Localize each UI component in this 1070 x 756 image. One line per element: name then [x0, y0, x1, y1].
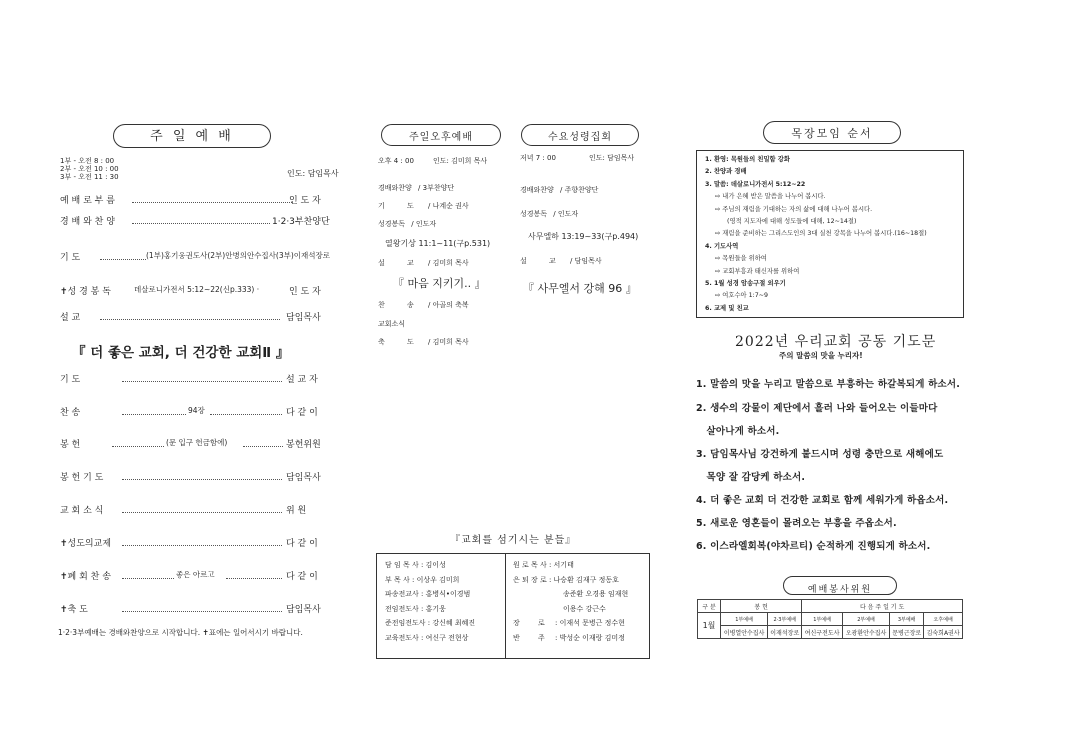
afternoon-row [378, 337, 469, 347]
afternoon-sermon: 『 마음 지키기.. 』 [393, 277, 486, 290]
row-label: 설 교 [378, 259, 424, 267]
service-title: 예배봉사위원 [807, 585, 873, 595]
wednesday-row [520, 209, 578, 219]
sunday-sermon-title: 『 더 좋은 교회, 더 건강한 교회Ⅱ 』 [72, 345, 290, 361]
order-value: 인 도 자 [289, 196, 321, 206]
row-label: 성경봉독 [520, 210, 548, 218]
table-subhead: 3부예배 [890, 613, 924, 626]
table-cell: 오광환안수집사 [842, 626, 889, 639]
order-label: 기 도 [60, 253, 81, 263]
prayer-line: 목양 잘 감당케 하소서. [696, 472, 806, 483]
staff-right [513, 558, 628, 645]
staff-item: 교육전도사 : 여신구 전현상 [385, 633, 469, 642]
wednesday-scripture: 사무엘하 13:19~33(구p.494) [528, 232, 639, 241]
order-label: 예 배 로 부 름 [60, 196, 115, 206]
shepherd-title: 목장모임 순서 [791, 127, 873, 140]
prayer-line: 살아나게 하소서. [696, 426, 780, 437]
service-title-box [783, 576, 897, 595]
afternoon-row [378, 300, 469, 310]
service-times [60, 157, 119, 181]
order-value: 담임목사 [286, 605, 321, 615]
table-row [698, 613, 963, 626]
order-label: 봉 헌 [60, 440, 81, 450]
wednesday-row [520, 185, 598, 195]
prayer-line: 5. 새로운 영혼들이 몰려오는 부흥을 주옵소서. [696, 518, 897, 529]
shepherd-line: ⇨ 내가 은혜 받은 말씀을 나누어 봅시다. [715, 193, 826, 201]
row-value: / 김미희 목사 [427, 259, 469, 267]
order-label: 경 배 와 찬 양 [60, 217, 115, 227]
prayer-line: 1. 말씀의 맛을 누리고 말씀으로 부흥하는 하갈복되게 하소서. [696, 379, 961, 390]
afternoon-title: 주일오후예배 [409, 132, 473, 143]
order-value: 담임목사 [286, 473, 321, 483]
row-value: / 인도자 [553, 210, 579, 218]
order-middle: 데살로니가전서 5:12~22(신p.333) · [134, 285, 260, 294]
afternoon-row [378, 258, 469, 268]
staff-item: 이용수 강근수 [563, 604, 606, 613]
shepherd-line: ⇨ 목원들을 위하여 [715, 255, 767, 263]
table-row [698, 600, 963, 613]
wednesday-time: 저녁 7 : 00 [520, 154, 556, 162]
order-value: 다 같 이 [286, 539, 318, 549]
order-label: ✝성 경 봉 독 [60, 287, 111, 297]
row-label: 설 교 [520, 257, 566, 265]
order-label: ✝폐 회 찬 송 [60, 572, 111, 582]
wednesday-title-box [521, 124, 639, 146]
shepherd-line: ⇨ 재림을 준비하는 그리스도인의 3대 실천 강목을 나누어 봅시다.(16~18절) [715, 230, 927, 238]
sunday-footnote: 1·2·3부예배는 경배와찬양으로 시작합니다. ✝표에는 일어서시기 바랍니다. [58, 628, 303, 637]
row-value: / 담임목사 [569, 257, 602, 265]
row-label: 경배와찬양 [520, 186, 554, 194]
prayer-line: 3. 담임목사님 강건하게 붙드시며 성령 충만으로 새해에도 [696, 449, 944, 460]
afternoon-leader: 인도: 김미희 목사 [433, 157, 488, 165]
row-label: 성경봉독 [378, 220, 406, 228]
shepherd-line: 4. 기도사역 [705, 242, 739, 250]
shepherd-line: 2. 찬양과 경배 [705, 168, 747, 176]
time-2: 2부 - 오전 10 : 00 [60, 165, 119, 173]
order-label: 봉 헌 기 도 [60, 473, 104, 483]
order-value: 위 원 [286, 506, 307, 516]
time-1: 1부 - 오전 8 : 00 [60, 157, 115, 165]
shepherd-line: 1. 환영: 목원들의 친밀함 강화 [705, 156, 790, 163]
afternoon-row [378, 219, 436, 229]
table-cell: 이재석장로 [768, 626, 802, 639]
shepherd-box [696, 150, 964, 318]
staff-item: 준전임전도사 : 강신혜 최혜진 [385, 619, 476, 627]
order-middle: (1부)홍기웅권도사(2부)안병의안수집사(3부)이재석장로 [146, 251, 331, 260]
sunday-leader: 인도: 담임목사 [287, 169, 339, 178]
sunday-title-box [113, 124, 271, 148]
staff-item: 은 퇴 장 로 : 나승환 김재구 정동호 [513, 575, 619, 584]
staff-item: 반 주 : 박성순 이재랑 김미정 [513, 633, 625, 642]
afternoon-row [378, 201, 469, 211]
afternoon-time: 오후 4 : 00 [378, 157, 414, 165]
row-value: / 3부찬양단 [418, 184, 455, 192]
table-head: 봉 헌 [721, 600, 802, 613]
order-label: 찬 송 [60, 408, 81, 418]
order-middle: 좋은 아르고 [176, 570, 215, 579]
staff-item: 전임전도사 : 홍기웅 [385, 604, 446, 613]
table-subhead: 1부예배 [721, 613, 768, 626]
staff-item: 파송전교사 : 홍병식•이경범 [385, 590, 471, 598]
prayer-title: 2022년 우리교회 공동 기도문 [735, 334, 937, 350]
shepherd-title-box [763, 121, 901, 144]
prayer-subtitle: 주의 말씀의 맛을 누리자! [779, 351, 863, 360]
wednesday-sermon: 『 사무엘서 강해 96 』 [523, 282, 637, 295]
row-label: 기 도 [378, 202, 424, 210]
table-cell: 이병열안수집사 [721, 626, 768, 639]
afternoon-row [378, 183, 454, 193]
row-label: 경배와찬양 [378, 184, 412, 192]
order-value: 설 교 자 [286, 375, 318, 385]
table-subhead: 2·3부예배 [768, 613, 802, 626]
table-subhead: 2부예배 [842, 613, 889, 626]
table-subhead: 오후예배 [924, 613, 963, 626]
table-row [698, 626, 963, 639]
order-value: 봉헌위원 [286, 440, 321, 450]
afternoon-title-box [381, 124, 501, 146]
staff-item: 송준환 오경용 임재현 [563, 590, 629, 598]
shepherd-line: 3. 말씀: 데살로니가전서 5:12~22 [705, 180, 806, 188]
row-value: / 나계순 권사 [427, 202, 469, 210]
row-value: / 김미희 목사 [427, 338, 469, 346]
row-value: / 인도자 [411, 220, 437, 228]
staff-box [376, 553, 650, 659]
prayer-line: 2. 생수의 강물이 제단에서 흘러 나와 들어오는 이들마다 [696, 403, 938, 414]
order-value: 담임목사 [286, 313, 321, 323]
wednesday-row [520, 256, 602, 266]
service-table [697, 599, 963, 639]
row-label: 교회소식 [378, 320, 406, 328]
staff-item: 담 임 목 사 : 김이성 [385, 561, 446, 569]
time-3: 3부 - 오전 11 : 30 [60, 173, 119, 181]
table-head: 구 분 [698, 600, 721, 613]
shepherd-line: ⇨ 교회부흥과 태신자를 위하여 [715, 267, 800, 275]
table-cell: 여신구전도사 [802, 626, 843, 639]
staff-item: 장 로 : 이재석 문병근 정수현 [513, 619, 625, 627]
order-value: 인 도 자 [289, 287, 321, 297]
order-value: 1·2·3부찬양단 [272, 217, 330, 227]
staff-left [385, 558, 475, 645]
wednesday-leader: 인도: 담임목사 [589, 154, 635, 162]
table-cell: 문병근장로 [890, 626, 924, 639]
afternoon-row [378, 319, 405, 329]
shepherd-line: ⇨ 주님의 재림을 기대하는 자의 삶에 대해 나누어 봅시다. [715, 205, 873, 213]
order-value: 다 같 이 [286, 408, 318, 418]
row-label: 찬 송 [378, 301, 424, 309]
staff-item: 원 로 목 사 : 서기태 [513, 561, 574, 569]
shepherd-line: ⇨ 여호수아 1:7~9 [715, 292, 769, 300]
table-head: 다 음 주 일 기 도 [802, 600, 963, 613]
order-value: 다 같 이 [286, 572, 318, 582]
table-cell: 김숙희A권사 [924, 626, 963, 639]
prayer-line: 4. 더 좋은 교회 더 건강한 교회로 함께 세워가게 하옵소서. [696, 495, 949, 506]
wednesday-title: 수요성령집회 [548, 132, 612, 143]
afternoon-scripture: 열왕기상 11:1~11(구p.531) [385, 239, 491, 248]
order-label: 기 도 [60, 375, 81, 385]
staff-title: 『교회를 섬기시는 분들』 [450, 535, 577, 546]
table-subhead: 1부예배 [802, 613, 843, 626]
shepherd-line: (영적 지도자에 대해 성도들에 대해, 12~14절) [727, 218, 857, 226]
row-label: 축 도 [378, 338, 424, 346]
row-value: / 아골의 축복 [427, 301, 469, 309]
shepherd-lines [705, 154, 927, 315]
prayer-line: 6. 이스라엘회복(야차르티) 순적하게 진행되게 하소서. [696, 541, 931, 552]
order-middle: 94장 [188, 406, 205, 415]
order-label: 설 교 [60, 313, 81, 323]
order-middle: (문 입구 헌금함에) [166, 438, 228, 447]
order-label: ✝축 도 [60, 605, 88, 615]
sunday-title: 주 일 예 배 [150, 129, 234, 144]
table-cell: 1월 [698, 613, 721, 639]
row-value: / 주향찬양단 [560, 186, 599, 194]
shepherd-line: 6. 교제 및 친교 [705, 304, 749, 312]
order-label: ✝성도의교제 [60, 539, 112, 549]
staff-item: 부 목 사 : 이상우 김미희 [385, 575, 460, 584]
shepherd-line: 5. 1월 성경 암송구절 외우기 [705, 280, 786, 288]
order-label: 교 회 소 식 [60, 506, 104, 516]
